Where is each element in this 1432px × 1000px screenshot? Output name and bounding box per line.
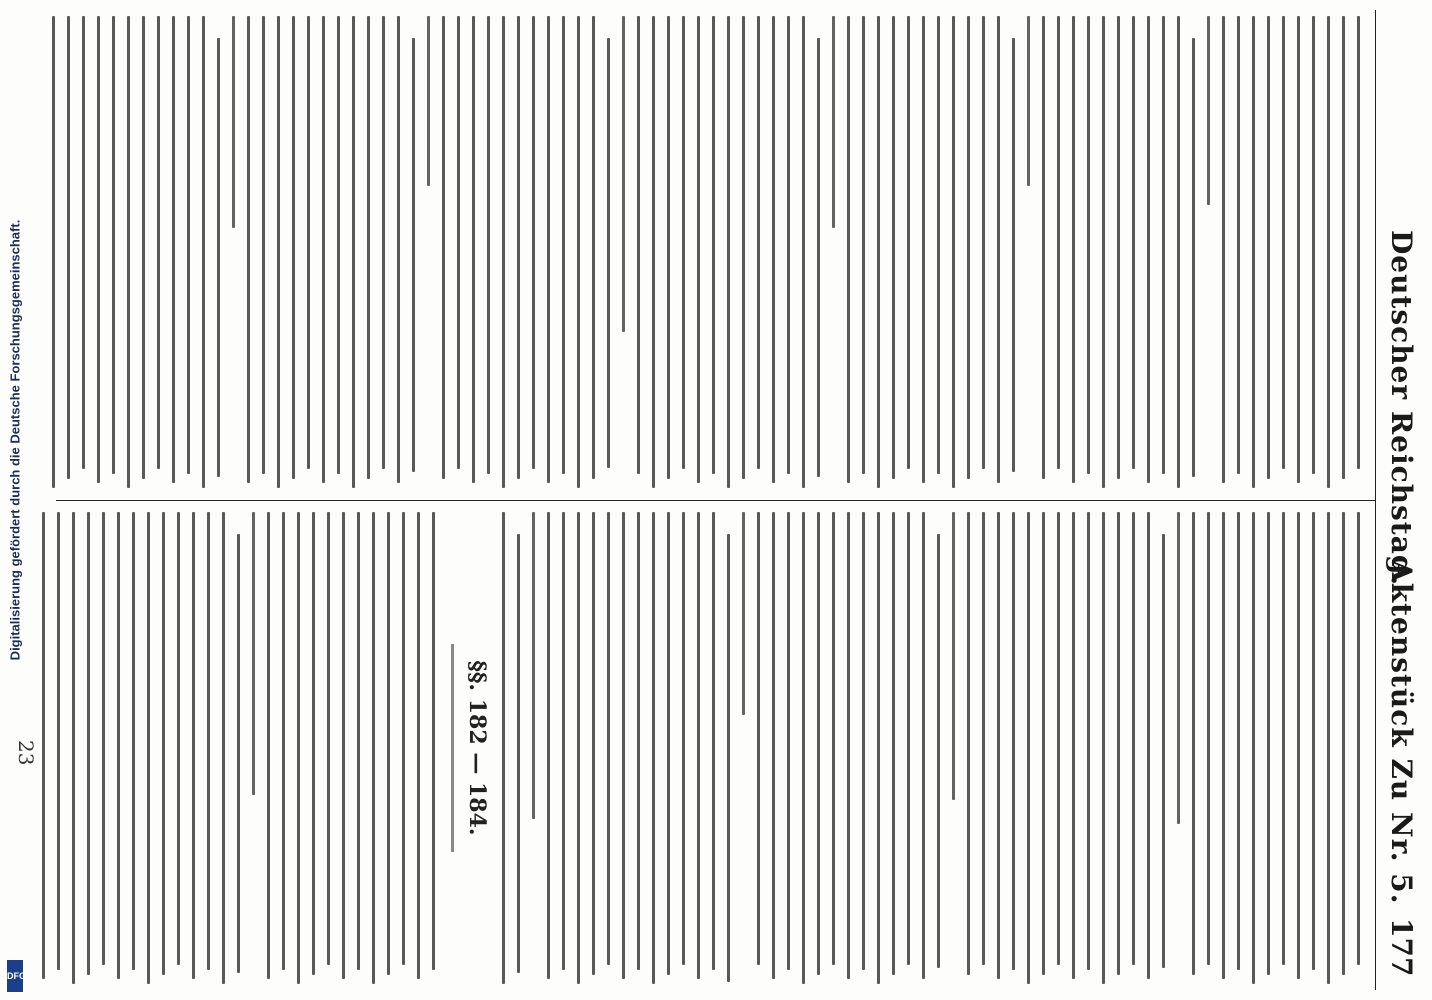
text-line bbox=[312, 512, 315, 975]
text-line bbox=[352, 16, 355, 488]
text-line bbox=[757, 16, 760, 469]
text-line bbox=[742, 512, 745, 715]
text-line bbox=[237, 534, 240, 973]
text-line bbox=[247, 16, 250, 483]
text-line bbox=[402, 512, 405, 965]
text-line bbox=[622, 512, 625, 979]
text-line bbox=[712, 512, 715, 970]
text-line bbox=[862, 16, 865, 474]
text-line bbox=[142, 16, 145, 479]
text-column-left bbox=[40, 16, 1360, 488]
text-line bbox=[847, 512, 850, 979]
text-line bbox=[547, 512, 550, 979]
text-line bbox=[1312, 16, 1315, 474]
text-line bbox=[517, 16, 520, 479]
text-line bbox=[337, 16, 340, 474]
running-head-right: Aktenstück Zu Nr. 5. bbox=[1385, 560, 1418, 905]
text-line bbox=[67, 16, 70, 479]
text-line bbox=[1042, 16, 1045, 479]
text-line bbox=[727, 534, 730, 982]
dfg-logo: DFG bbox=[7, 960, 23, 992]
text-line bbox=[997, 16, 1000, 483]
text-line bbox=[1342, 512, 1345, 975]
text-line bbox=[877, 16, 880, 488]
text-line bbox=[1282, 16, 1285, 469]
text-line bbox=[1252, 512, 1255, 984]
text-line bbox=[757, 512, 760, 965]
text-line bbox=[412, 38, 415, 472]
text-line bbox=[637, 512, 640, 970]
text-line bbox=[1087, 16, 1090, 474]
text-line bbox=[667, 16, 670, 479]
text-line bbox=[367, 16, 370, 479]
text-line bbox=[1057, 16, 1060, 469]
text-line bbox=[1327, 512, 1330, 984]
text-line bbox=[592, 16, 595, 479]
text-line bbox=[1072, 512, 1075, 979]
text-line bbox=[357, 512, 360, 970]
text-line bbox=[112, 16, 115, 474]
text-line bbox=[697, 512, 700, 979]
text-line bbox=[187, 16, 190, 474]
text-line bbox=[622, 16, 625, 332]
text-line bbox=[1117, 16, 1120, 479]
text-line bbox=[937, 534, 940, 968]
text-line bbox=[202, 16, 205, 488]
text-line bbox=[562, 512, 565, 970]
text-line bbox=[997, 512, 1000, 979]
text-line bbox=[922, 16, 925, 483]
text-line bbox=[1057, 512, 1060, 965]
text-line bbox=[532, 512, 535, 819]
text-line bbox=[252, 512, 255, 795]
text-line bbox=[907, 512, 910, 965]
text-line bbox=[1177, 512, 1180, 824]
text-line bbox=[457, 16, 460, 469]
text-line bbox=[327, 512, 330, 965]
text-line bbox=[267, 512, 270, 979]
text-line bbox=[1222, 16, 1225, 483]
text-line bbox=[682, 512, 685, 965]
text-line bbox=[42, 512, 45, 979]
text-line bbox=[1207, 16, 1210, 205]
text-line bbox=[232, 16, 235, 228]
text-line bbox=[727, 16, 730, 488]
text-line bbox=[742, 16, 745, 479]
text-line bbox=[1192, 512, 1195, 975]
text-line bbox=[967, 512, 970, 975]
text-line bbox=[97, 16, 100, 483]
text-line bbox=[877, 512, 880, 984]
text-line bbox=[652, 512, 655, 984]
text-line bbox=[1072, 16, 1075, 483]
text-line bbox=[1132, 512, 1135, 965]
text-line bbox=[132, 512, 135, 970]
text-line bbox=[1162, 534, 1165, 968]
text-line bbox=[862, 512, 865, 970]
text-line bbox=[787, 512, 790, 970]
text-line bbox=[922, 512, 925, 979]
text-line bbox=[427, 16, 430, 186]
text-line bbox=[532, 16, 535, 469]
text-line bbox=[577, 512, 580, 984]
text-line bbox=[562, 16, 565, 474]
text-line bbox=[817, 512, 820, 975]
text-line bbox=[952, 16, 955, 488]
page-number: 177 bbox=[1385, 918, 1418, 977]
text-line bbox=[262, 16, 265, 474]
text-line bbox=[1327, 16, 1330, 488]
text-line bbox=[817, 38, 820, 477]
text-line bbox=[282, 512, 285, 970]
text-line bbox=[292, 16, 295, 479]
text-line bbox=[1207, 512, 1210, 965]
text-line bbox=[502, 16, 505, 488]
text-line bbox=[217, 38, 220, 477]
footer-page-number: 23 bbox=[14, 740, 38, 766]
text-line bbox=[1357, 16, 1360, 469]
text-line bbox=[1147, 512, 1150, 979]
text-line bbox=[157, 16, 160, 469]
text-line bbox=[52, 16, 55, 488]
text-line bbox=[802, 16, 805, 488]
text-line bbox=[207, 512, 210, 970]
text-line bbox=[372, 512, 375, 984]
text-line bbox=[607, 512, 610, 965]
text-line bbox=[607, 38, 610, 468]
text-line bbox=[892, 16, 895, 479]
text-line bbox=[1177, 16, 1180, 488]
text-line bbox=[652, 16, 655, 488]
text-column-right bbox=[40, 512, 1360, 984]
text-line bbox=[397, 16, 400, 483]
text-line bbox=[82, 16, 85, 469]
column-divider bbox=[56, 500, 1376, 501]
section-subheading-line bbox=[451, 644, 454, 852]
text-line bbox=[1027, 512, 1030, 984]
text-line bbox=[667, 512, 670, 975]
text-line bbox=[1042, 512, 1045, 975]
text-line bbox=[1297, 16, 1300, 483]
text-line bbox=[487, 16, 490, 474]
text-line bbox=[502, 512, 505, 984]
text-line bbox=[1162, 16, 1165, 474]
text-line bbox=[952, 512, 955, 800]
text-line bbox=[1357, 512, 1360, 965]
text-line bbox=[1192, 38, 1195, 477]
text-line bbox=[847, 16, 850, 483]
text-line bbox=[1117, 512, 1120, 975]
text-line bbox=[1267, 16, 1270, 479]
text-line bbox=[937, 16, 940, 474]
text-line bbox=[172, 16, 175, 483]
text-line bbox=[1237, 16, 1240, 474]
text-line bbox=[1342, 16, 1345, 479]
text-line bbox=[277, 16, 280, 488]
text-line bbox=[592, 512, 595, 975]
text-line bbox=[1237, 512, 1240, 970]
text-line bbox=[1147, 16, 1150, 483]
text-line bbox=[382, 16, 385, 469]
text-line bbox=[787, 16, 790, 474]
watermark-text: Digitalisierung gefördert durch die Deutsche Forschungsgemeinschaft. bbox=[7, 219, 23, 661]
text-line bbox=[222, 512, 225, 984]
text-line bbox=[57, 512, 60, 970]
text-line bbox=[577, 16, 580, 488]
watermark-strip bbox=[4, 0, 26, 1000]
text-line bbox=[697, 16, 700, 483]
text-line bbox=[127, 16, 130, 488]
text-line bbox=[712, 16, 715, 474]
text-line bbox=[102, 512, 105, 965]
text-line bbox=[637, 16, 640, 474]
text-line bbox=[907, 16, 910, 469]
text-line bbox=[1132, 16, 1135, 469]
text-line bbox=[472, 16, 475, 483]
text-line bbox=[967, 16, 970, 479]
text-line bbox=[162, 512, 165, 975]
text-line bbox=[517, 534, 520, 973]
text-line bbox=[1102, 512, 1105, 984]
text-line bbox=[147, 512, 150, 984]
text-line bbox=[547, 16, 550, 483]
text-line bbox=[1282, 512, 1285, 965]
text-line bbox=[297, 512, 300, 984]
text-line bbox=[832, 16, 835, 228]
text-line bbox=[307, 16, 310, 469]
text-line bbox=[1087, 512, 1090, 970]
text-line bbox=[387, 512, 390, 975]
section-heading: §§. 182 — 184. bbox=[464, 660, 490, 836]
text-line bbox=[892, 512, 895, 975]
text-line bbox=[832, 512, 835, 965]
text-line bbox=[772, 512, 775, 979]
text-line bbox=[87, 512, 90, 975]
text-line bbox=[117, 512, 120, 979]
text-line bbox=[682, 16, 685, 469]
text-line bbox=[1102, 16, 1105, 488]
text-line bbox=[1267, 512, 1270, 975]
text-line bbox=[442, 16, 445, 479]
text-line bbox=[1012, 38, 1015, 472]
text-line bbox=[982, 512, 985, 965]
text-line bbox=[1297, 512, 1300, 979]
text-line bbox=[72, 512, 75, 984]
text-line bbox=[1312, 512, 1315, 970]
text-line bbox=[192, 512, 195, 979]
text-line bbox=[772, 16, 775, 483]
text-line bbox=[1222, 512, 1225, 979]
text-line bbox=[982, 16, 985, 469]
text-line bbox=[177, 512, 180, 965]
text-line bbox=[1252, 16, 1255, 488]
text-line bbox=[1012, 512, 1015, 970]
text-line bbox=[432, 512, 435, 970]
text-line bbox=[1027, 16, 1030, 186]
text-line bbox=[802, 512, 805, 984]
running-head-left: Deutscher Reichstag. bbox=[1385, 230, 1418, 587]
text-line bbox=[342, 512, 345, 979]
text-line bbox=[417, 512, 420, 979]
text-line bbox=[322, 16, 325, 483]
